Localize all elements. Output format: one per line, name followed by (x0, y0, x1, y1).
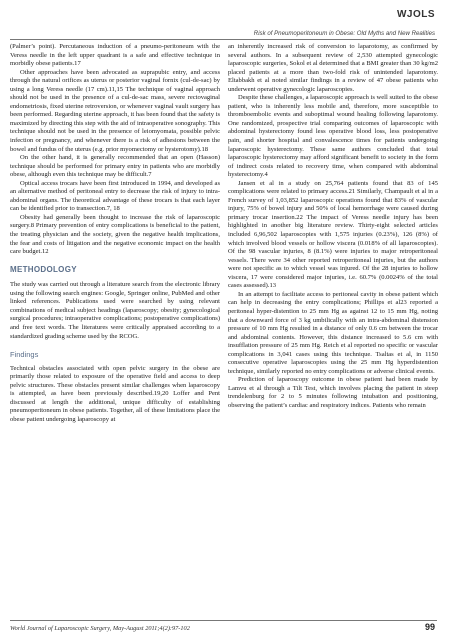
paragraph: In an attempt to facilitate access to peritoneal cavity in obese patient which can help in decreasing the entry complications; Phillips et al23 reported a peritoneal hyper-distention to 25 mm Hg as against 12 to 15 mm Hg, noting that a downward force of 3 kg umbilically with an intra-abdominal distension pressure of 10 mm Hg resulted in a distance of only 0.6 cm between the trocar and abdominal contents. However, this distance increased to 5.6 cm with insufflation pressure of 25 mm Hg. Reich et al reported no specific or vascular complications in 3,041 cases using this technique. Tsaltas et al, in 1150 consecutive operative laparoscopies using the 25 mm Hg hyperdistention technique, similarly reported no entry complications or adverse clinical events. (228, 290, 438, 375)
methodology-heading: METHODOLOGY (10, 264, 77, 274)
paragraph: an inherently increased risk of conversion to laparotomy, as confirmed by several authors. In a subsequent review of 2,530 attempted gynecologic laparoscopic surgeries, Sokol et al determined that a BMI greater than 30 kg/m2 placed patients at a more than two-fold risk of unintended laparotomy. Eltabbakh et al noted similar findings in a review of 47 obese patients who underwent operative gynecologic laparoscopies. (228, 43, 438, 93)
paragraph: Despite these challenges, a laparoscopic approach is well suited to the obese patient, who is inherently less mobile and, therefore, more susceptible to thromboembolic events and suboptimal wound healing following laparotomy. One randomized, prospective trial comparing outcomes of laparoscopic with abdominal hysterectomy found less operative blood loss, less postoperative pain, and shorter hospital and convalescence times for patients undergoing laparoscopic hysterectomy. These same authors concluded that total laparoscopic hysterectomy may afford significant benefit to society in the form of indirect costs related to recovery time, when compared with abdominal hysterectomy.4 (228, 94, 438, 179)
right-column (228, 43, 438, 411)
paragraph: Prediction of laparoscopy outcome in obese patient had been made by Lamvu et al through a Tilt Test, which involves placing the patient in steep trendelenburg for 2 to 5 minutes following intubation and positioning, observing the patient’s cardiac and respiratory indices. Patients who remain (228, 376, 438, 409)
paragraph: Jansen et al in a study on 25,764 patients found that 83 of 145 complications were related to primary access.21 Similarly, Champault et al in a French survey of 1,03,852 laparoscopic operations found that 83% of vascular injury, 75% of bowel injury and 50% of local hemorrhage were caused during primary trocar insertion.22 The impact of Veress needle injury has been highlighted in another big literature review. Thirty-eight selected articles included 6,96,502 laparoscopies with 1,575 injuries (0.23%), 126 (8%) of which involved blood vessels or hollow viscera (0.018% of all laparoscopies). Of the 98 vascular injuries, 8 (8.1%) were injuries to major retroperitoneal vessels. There were 34 other reported retroperitoneal injuries, but the authors were not specific as to which vessel was injured. Of the 28 injuries to hollow viscera, 17 were considered major injuries, i.e. 60.7% (0.0024% of the total cases assessed).13 (228, 179, 438, 290)
paragraph: Optical access trocars have been first introduced in 1994, and developed as an alternative method of peritoneal entry to decrease the risk of injury to intra-abdominal organs. The theoretical advantage of these trocars is that each layer can be identified prior to transection.7, 18 (10, 179, 220, 213)
paragraph: Other approaches have been advocated as suprapubic entry, and access through the natural orifices as uterus or posterior vaginal fornix (cul-de-sac) by using a long Veress needle (17 cm).11,15 The technique of vaginal approach should not be used in the presence of a cul-de-sac mass, severe rectovaginal endometriosis, fixed uterine retroversion, or whenever vaginal vault surgery has been performed. Regarding uterine approach, it has been found that the safety is maximized by directing this step with the aid of intraoperative sonography. This technique should not be used in the presence of leiomyomata, possible pelvic infection or pregnancy, and whenever there is a risk of adhesions between the bowel and fundus of the uterus (e.g. prior myomectomy or hysterotomy).18 (10, 68, 220, 153)
paragraph: (Palmer’s point). Percutaneous induction of a pneumo-peritoneum with the Veress needle in the left upper quadrant is a safe and effective technique in morbidly obese patients.17 (10, 43, 220, 68)
header-divider (10, 39, 437, 40)
paragraph: The study was carried out through a literature search from the electronic library using the following search engines: Google, Springer online, PubMed and other linked references. Publications used were searched by using relevant combinations of medical subject headings (laparoscopy; obesity; gynecological surgical procedures; intraoperative complications; postoperative complications) and free text words. The literatures were critically appraised according to a standardized grading scheme used by the RCOG. (10, 281, 220, 340)
paragraph: Technical obstacles associated with open pelvic surgery in the obese are primarily those related to exposure of the operative field and access to deep pelvic structures. These obstacles present similar challenges when laparoscopy is attempted, as have been previously described.19,20 Loffer and Pent discussed at length the additional, unique difficulty of establishing pneumoperitoneum in obese patients. Together, all of these limitations place the obese patient undergoing laparoscopy at (10, 364, 220, 423)
paragraph: On the other hand, it is generally recommended that an open (Hasson) technique should be performed for primary entry in patients who are morbidly obese, although even this technique may be difficult.7 (10, 154, 220, 179)
running-title: Risk of Pneumoperitoneum in Obese: Old Myths and New Realities (253, 30, 435, 37)
page-number: 99 (424, 622, 435, 632)
findings-heading: Findings (10, 350, 39, 360)
footer-journal-citation: World Journal of Laparoscopic Surgery, May-August 2011;4(2):97-102 (10, 625, 190, 632)
paragraph: Obesity had generally been thought to increase the risk of laparoscopic surgery.8 Primary prevention of entry complications is beneficial to the patient, the treating physician and the society, given the negative health implications, the fear and costs of litigation and the negative economic impact on the health care budget.12 (10, 213, 220, 256)
journal-logo: WJOLS (396, 9, 435, 20)
footer-divider (10, 620, 437, 621)
left-column (10, 43, 220, 424)
